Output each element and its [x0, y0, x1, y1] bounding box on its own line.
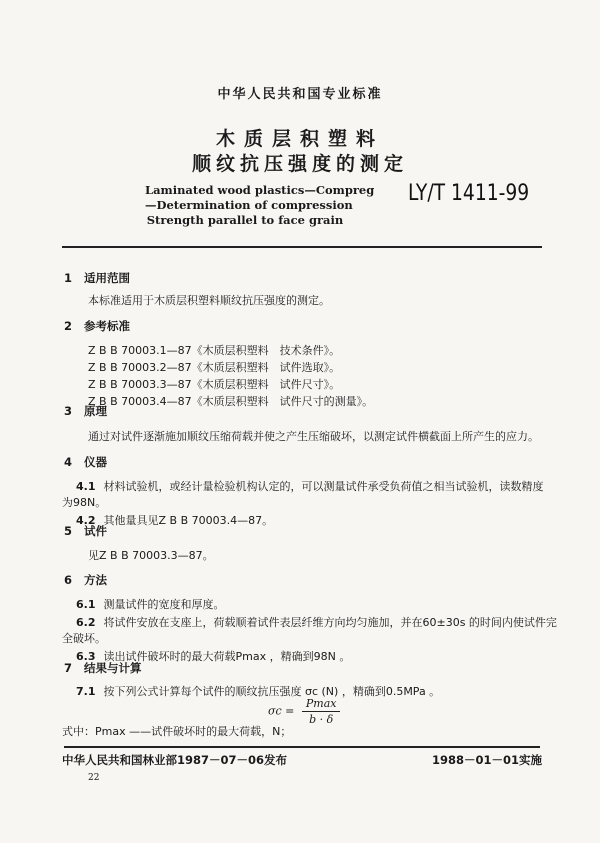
section-6-heading: [64, 572, 107, 588]
top-divider: [62, 246, 542, 248]
clause-4-1-continued: 为98N。: [62, 496, 107, 509]
footer-issued: 中华人民共和国林业部1987－07－06发布: [62, 753, 288, 767]
english-title-line3: Strength parallel to face grain: [146, 213, 344, 227]
formula-fraction: [302, 697, 341, 726]
formula-legend: 式中：Pmax ——试件破坏时的最大荷载，N；: [62, 725, 292, 738]
clause-text: 将试件安放在支座上，荷载顺着试件表层纤维方向均匀施加，并在60±30s 的时间内使试件完: [103, 616, 557, 629]
document-title-line1: 木质层积塑料: [215, 128, 384, 150]
clause-number: 4.2: [76, 514, 96, 527]
section-5-text: 见Z B B 70003.3—87。: [88, 549, 214, 562]
clause-4-1: [76, 478, 544, 494]
section-3-heading: [64, 403, 107, 419]
section-title: 仪器: [84, 455, 107, 469]
english-title-line2: —Determination of compression: [145, 198, 353, 212]
section-5-heading: [64, 523, 107, 539]
clause-number: 6.1: [76, 598, 96, 611]
section-number: 7: [64, 661, 73, 675]
clause-6-1: [76, 596, 225, 612]
formula: [268, 697, 340, 726]
clause-number: 6.2: [76, 616, 96, 629]
section-number: 1: [64, 271, 73, 285]
section-title: 方法: [84, 573, 107, 587]
section-number: 4: [64, 455, 73, 469]
section-title: 参考标准: [84, 319, 130, 333]
section-2-heading: [64, 318, 130, 334]
section-title: 结果与计算: [84, 661, 142, 675]
clause-text: 测量试件的宽度和厚度。: [103, 598, 225, 611]
section-number: 6: [64, 573, 73, 587]
handwritten-standard-code: LY/T 1411-99: [408, 181, 530, 206]
section-number: 3: [64, 404, 73, 418]
bottom-divider: [64, 746, 540, 748]
reference-item: Z B B 70003.3—87《木质层积塑料 试件尺寸》。: [88, 378, 341, 391]
clause-text: 其他量具见Z B B 70003.4—87。: [103, 514, 274, 527]
reference-item: Z B B 70003.4—87《木质层积塑料 试件尺寸的测量》。: [88, 395, 374, 408]
section-title: 适用范围: [84, 271, 130, 285]
section-1-text: 本标准适用于木质层积塑料顺纹抗压强度的测定。: [88, 294, 330, 307]
section-1-heading: [64, 270, 130, 286]
clause-text: 材料试验机，或经计量检验机构认定的，可以测量试件承受负荷值之相当试验机，读数精度: [103, 480, 544, 493]
clause-number: 6.3: [76, 650, 96, 663]
section-7-heading: [64, 660, 142, 676]
section-number: 2: [64, 319, 73, 333]
section-number: 5: [64, 524, 73, 538]
document-title-line2: 顺纹抗压强度的测定: [191, 153, 408, 175]
formula-denominator: b · δ: [309, 713, 334, 726]
section-title: 试件: [84, 524, 107, 538]
clause-text: 按下列公式计算每个试件的顺纹抗压强度 σc (N) ，精确到0.5MPa 。: [103, 685, 441, 698]
formula-lhs: σc =: [268, 704, 295, 718]
clause-text: 读出试件破坏时的最大荷载Pmax ，精确到98N 。: [103, 650, 351, 663]
formula-numerator: Pmax: [302, 697, 341, 712]
clause-6-2: [76, 614, 557, 630]
clause-number: 4.1: [76, 480, 96, 493]
english-title-line1: Laminated wood plastics—Compreg: [145, 183, 375, 197]
clause-7-1: [76, 683, 440, 699]
section-4-heading: [64, 454, 107, 470]
footer-effective: 1988－01－01实施: [431, 753, 542, 767]
section-3-text: 通过对试件逐渐施加顺纹压缩荷载并使之产生压缩破坏，以测定试件横截面上所产生的应力。: [88, 430, 539, 443]
section-title: 原理: [84, 404, 107, 418]
reference-item: Z B B 70003.1—87《木质层积塑料 技术条件》。: [88, 344, 341, 357]
reference-item: Z B B 70003.2—87《木质层积塑料 试件选取》。: [88, 361, 341, 374]
clause-6-2-continued: 全破坏。: [62, 632, 106, 645]
page-number: 22: [88, 773, 100, 783]
clause-number: 7.1: [76, 685, 96, 698]
standard-issuer: 中华人民共和国专业标准: [217, 87, 383, 102]
